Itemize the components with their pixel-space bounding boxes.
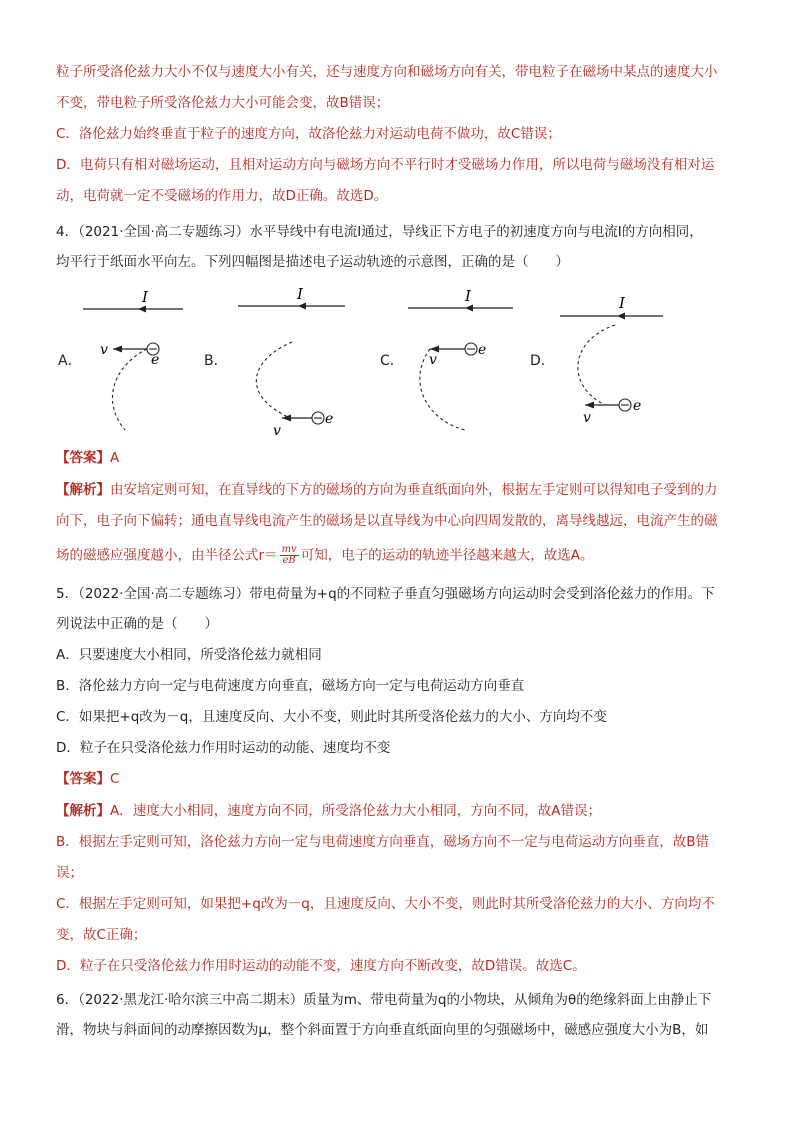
q5-option-a: A．只要速度大小相同，所受洛伦兹力就相同 — [56, 647, 322, 663]
prev-analysis-line-4: D．电荷只有相对磁场运动，且相对运动方向与磁场方向不平行时才受磁场力作用，所以电荷与磁场没有相对运 — [56, 157, 715, 173]
radius-formula: $\frac{mv}{eB}$ — [281, 544, 297, 566]
q5-stem-line-1: 5．（2022·全国·高二专题练习）带电荷量为+q的不同粒子垂直匀强磁场方向运动时会受到洛伦兹力的作用。下 — [56, 586, 715, 602]
q5-analysis-line-6: D．粒子在只受洛伦兹力作用时运动的动能不变，速度方向不断改变，故D错误。故选C。 — [56, 958, 586, 974]
q5-analysis-line-1: 【解析】A．速度大小相同，速度方向不同，所受洛伦兹力大小相同，方向不同，故A错误； — [56, 803, 601, 819]
q5-analysis-line-5: 变，故C正确； — [56, 927, 147, 943]
q4-analysis-line-1: 【解析】由安培定则可知，在直导线的下方的磁场的方向为垂直纸面向外，根据左手定则可以得知电子受到的力 — [56, 482, 718, 498]
q4-stem-line-2: 均平行于纸面水平向左。下列四幅图是描述电子运动轨迹的示意图，正确的是（ ） — [56, 254, 569, 270]
electron-label: e — [478, 342, 487, 358]
q4-answer: 【答案】A — [56, 450, 120, 466]
prev-analysis-line-5: 动，电荷就一定不受磁场的作用力，故D正确。故选D。 — [56, 188, 388, 204]
q4-option-b-label: B． — [204, 353, 228, 369]
electron-label: e — [325, 411, 334, 427]
current-label: I — [142, 288, 148, 306]
q5-analysis-line-3: 误； — [56, 865, 83, 881]
q4-diagram-b — [230, 280, 360, 440]
q4-option-c-label: C． — [380, 353, 404, 369]
q4-diagram-a — [80, 280, 190, 435]
current-label: I — [465, 287, 471, 305]
q6-stem-line-1: 6．（2022·黑龙江·哈尔滨三中高二期末）质量为m、带电荷量为q的小物块，从倾角为θ的绝缘斜面上由静止下 — [56, 992, 712, 1008]
q4-diagram-c — [405, 280, 520, 440]
q5-analysis-line-2: B．根据左手定则可知，洛伦兹力方向一定与电荷速度方向垂直，磁场方向不一定与电荷运动方向垂直，故B错 — [56, 834, 710, 850]
electron-label: e — [151, 352, 160, 368]
velocity-label: v — [429, 352, 437, 368]
q5-option-b: B．洛伦兹力方向一定与电荷速度方向垂直，磁场方向一定与电荷运动方向垂直 — [56, 678, 525, 694]
q5-analysis-line-4: C．根据左手定则可知，如果把+q改为－q，且速度反向、大小不变，则此时其所受洛伦兹力的大小、方向均不 — [56, 896, 715, 912]
velocity-label: v — [273, 423, 281, 439]
q4-analysis-line-2: 向下，电子向下偏转；通电直导线电流产生的磁场是以直导线为中心向四周发散的，离导线越远，电流产生的磁 — [56, 513, 718, 529]
q6-stem-line-2: 滑，物块与斜面间的动摩擦因数为μ，整个斜面置于方向垂直纸面向里的匀强磁场中，磁感应强度大小为B，如 — [56, 1022, 709, 1038]
q5-answer: 【答案】C — [56, 771, 120, 787]
q4-diagram-d — [555, 280, 675, 440]
prev-analysis-line-3: C．洛伦兹力始终垂直于粒子的速度方向，故洛伦兹力对运动电荷不做功，故C错误； — [56, 126, 561, 142]
q5-option-c: C．如果把+q改为－q，且速度反向、大小不变，则此时其所受洛伦兹力的大小、方向均不变 — [56, 709, 607, 725]
prev-analysis-line-2: 不变，带电粒子所受洛伦兹力大小可能会变，故B错误； — [56, 95, 390, 111]
electron-label: e — [633, 398, 642, 414]
q5-stem-line-2: 列说法中正确的是（ ） — [56, 616, 218, 632]
q5-option-d: D．粒子在只受洛伦兹力作用时运动的动能、速度均不变 — [56, 740, 391, 756]
q4-stem-line-1: 4．（2021·全国·高二专题练习）水平导线中有电流I通过，导线正下方电子的初速度方向与电流I的方向相同， — [56, 224, 703, 240]
current-label: I — [619, 294, 625, 312]
velocity-label: v — [100, 342, 108, 358]
q4-analysis-line-3: 场的磁感应强度越小，由半径公式r＝ $\frac{mv}{eB}$ 可知，电子的运动的轨迹半径越来越大，故选A。 — [56, 544, 594, 566]
current-label: I — [297, 285, 303, 303]
q4-option-d-label: D． — [530, 353, 555, 369]
velocity-label: v — [583, 410, 591, 426]
prev-analysis-line-1: 粒子所受洛伦兹力大小不仅与速度大小有关，还与速度方向和磁场方向有关，带电粒子在磁场中某点的速度大小 — [56, 64, 718, 80]
q4-option-a-label: A． — [58, 353, 82, 369]
